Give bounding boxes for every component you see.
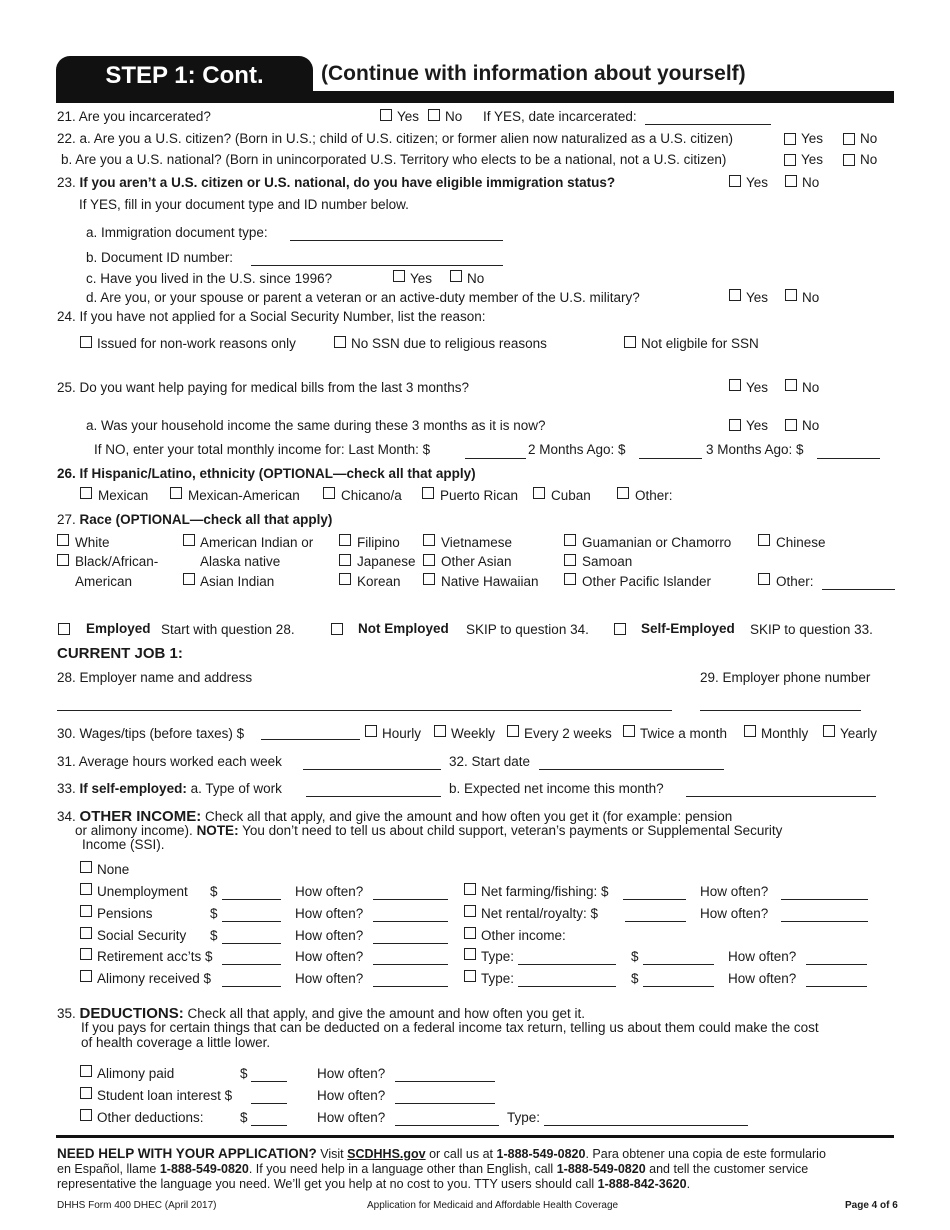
other-type-field[interactable] xyxy=(518,986,616,987)
income-other-type-checkbox[interactable] xyxy=(464,970,476,982)
wage-freq-label: Every 2 weeks xyxy=(524,726,612,741)
q22b-yes-label: Yes xyxy=(801,152,824,167)
other-frequency-field[interactable] xyxy=(806,986,867,987)
q21-date-label: If YES, date incarcerated: xyxy=(483,109,637,124)
how-often-label: How often? xyxy=(700,884,769,899)
page-number: Page 4 of 6 xyxy=(845,1200,898,1211)
dollar-sign: $ xyxy=(210,884,218,899)
rental-frequency-field[interactable] xyxy=(781,921,868,922)
race-black-checkbox[interactable] xyxy=(57,554,69,566)
q32-label: 32. Start date xyxy=(449,754,531,769)
other-deduction-frequency-field[interactable] xyxy=(395,1125,499,1126)
q25-two-months-field[interactable] xyxy=(639,458,702,459)
q23b-field[interactable] xyxy=(251,265,503,266)
q26-option-label: Mexican-American xyxy=(188,488,300,503)
race-vietnamese-label: Vietnamese xyxy=(441,535,513,550)
q22a-yes-checkbox[interactable] xyxy=(784,133,796,145)
q25-two-months-label: 2 Months Ago: $ xyxy=(528,442,626,457)
q26-option-checkbox[interactable] xyxy=(170,487,182,499)
q23d-label: d. Are you, or your spouse or parent a veteran or an active-duty member of the U.S. military? xyxy=(86,290,640,305)
wage-freq-label: Weekly xyxy=(451,726,496,741)
dollar-sign: $ xyxy=(631,971,639,986)
self-employed-checkbox[interactable] xyxy=(614,623,626,635)
race-japanese-checkbox[interactable] xyxy=(339,554,351,566)
q25-last-month-field[interactable] xyxy=(465,458,526,459)
q24-option-checkbox[interactable] xyxy=(334,336,346,348)
race-guamanian-checkbox[interactable] xyxy=(564,534,576,546)
q33b-label: b. Expected net income this month? xyxy=(449,781,664,796)
q25-last-month-label: If NO, enter your total monthly income for: Last Month: $ xyxy=(94,442,431,457)
how-often-label: How often? xyxy=(295,949,364,964)
q31-label: 31. Average hours worked each week xyxy=(57,754,282,769)
q21-date-field[interactable] xyxy=(645,124,771,125)
scdhhs-link[interactable]: SCDHHS.gov xyxy=(347,1147,426,1161)
type-label: Type: xyxy=(507,1110,541,1125)
dollar-sign: $ xyxy=(240,1110,248,1125)
income-farming-label: Net farming/fishing: $ xyxy=(481,884,609,899)
social-security-frequency-field[interactable] xyxy=(373,943,448,944)
form-title: Application for Medicaid and Affordable Health Coverage xyxy=(367,1200,619,1211)
other-amount-field[interactable] xyxy=(643,964,714,965)
not-employed-checkbox[interactable] xyxy=(331,623,343,635)
q25-three-months-field[interactable] xyxy=(817,458,880,459)
start-date-field[interactable] xyxy=(539,769,724,770)
how-often-label: How often? xyxy=(317,1066,386,1081)
q25-label: 25. Do you want help paying for medical bills from the last 3 months? xyxy=(57,380,469,395)
header-bar xyxy=(56,91,894,103)
race-other-field[interactable] xyxy=(822,589,895,590)
wage-freq-checkbox[interactable] xyxy=(365,725,377,737)
q23-label: 23. If you aren’t a U.S. citizen or U.S. national, do you have eligible immigration status? xyxy=(57,175,616,190)
race-chinese-checkbox[interactable] xyxy=(758,534,770,546)
q21-yes-label: Yes xyxy=(397,109,420,124)
q25-yes-label: Yes xyxy=(746,380,769,395)
q25a-no-label: No xyxy=(802,418,820,433)
race-white-checkbox[interactable] xyxy=(57,534,69,546)
q26-option-label: Chicano/a xyxy=(341,488,402,503)
q23c-label: c. Have you lived in the U.S. since 1996? xyxy=(86,271,333,286)
income-other-label: Other income: xyxy=(481,928,566,943)
q34-heading: 34. OTHER INCOME: Check all that apply, and give the amount and how often you get it (for example: pension xyxy=(57,808,733,825)
wage-freq-checkbox[interactable] xyxy=(744,725,756,737)
q24-option-label: Issued for non-work reasons only xyxy=(97,336,296,351)
deduction-other-label: Other deductions: xyxy=(97,1110,204,1125)
race-amind-checkbox[interactable] xyxy=(183,534,195,546)
q35-text2: If you pays for certain things that can be deducted on a federal income tax return, telling us about them could make the cost xyxy=(81,1020,819,1035)
deduction-student-loan-checkbox[interactable] xyxy=(80,1087,92,1099)
help-line-1: NEED HELP WITH YOUR APPLICATION? Visit SCDHHS.gov or call us at 1-888-549-0820. Para obtener una copia de este formulario xyxy=(57,1146,826,1161)
income-alimony-label: Alimony received $ xyxy=(97,971,212,986)
q23-yes-label: Yes xyxy=(746,175,769,190)
q25a-yes-label: Yes xyxy=(746,418,769,433)
student-loan-amount-field[interactable] xyxy=(251,1103,287,1104)
farming-amount-field[interactable] xyxy=(623,899,686,900)
income-unemployment-checkbox[interactable] xyxy=(80,883,92,895)
dollar-sign: $ xyxy=(210,928,218,943)
q23d-yes-checkbox[interactable] xyxy=(729,289,741,301)
q26-option-label: Puerto Rican xyxy=(440,488,519,503)
q26-option-checkbox[interactable] xyxy=(323,487,335,499)
race-white-label: White xyxy=(75,535,110,550)
income-retirement-checkbox[interactable] xyxy=(80,948,92,960)
q23-sub: If YES, fill in your document type and ID number below. xyxy=(79,197,409,212)
race-japanese-label: Japanese xyxy=(357,554,416,569)
race-other-asian-label: Other Asian xyxy=(441,554,512,569)
dollar-sign: $ xyxy=(631,949,639,964)
income-social-security-checkbox[interactable] xyxy=(80,927,92,939)
wage-freq-checkbox[interactable] xyxy=(823,725,835,737)
q22a-no-checkbox[interactable] xyxy=(843,133,855,145)
not-employed-note: SKIP to question 34. xyxy=(466,622,589,637)
q23d-no-checkbox[interactable] xyxy=(785,289,797,301)
race-vietnamese-checkbox[interactable] xyxy=(423,534,435,546)
deduction-other-checkbox[interactable] xyxy=(80,1109,92,1121)
race-korean-checkbox[interactable] xyxy=(339,573,351,585)
q25a-no-checkbox[interactable] xyxy=(785,419,797,431)
income-unemployment-label: Unemployment xyxy=(97,884,188,899)
q35-heading: 35. DEDUCTIONS: Check all that apply, and give the amount and how often you get it. xyxy=(57,1005,585,1022)
other-type-field[interactable] xyxy=(518,964,616,965)
employer-phone-field[interactable] xyxy=(700,710,861,711)
q26-option-label: Mexican xyxy=(98,488,149,503)
race-black-label: Black/African- xyxy=(75,554,159,569)
race-guamanian-label: Guamanian or Chamorro xyxy=(582,535,732,550)
section-title: (Continue with information about yourself) xyxy=(321,62,746,85)
q24-option-checkbox[interactable] xyxy=(80,336,92,348)
q21-no-checkbox[interactable] xyxy=(428,109,440,121)
deduction-alimony-label: Alimony paid xyxy=(97,1066,175,1081)
race-samoan-label: Samoan xyxy=(582,554,633,569)
q26-option-label: Cuban xyxy=(551,488,591,503)
q21-no-label: No xyxy=(445,109,463,124)
q22a-yes-label: Yes xyxy=(801,131,824,146)
how-often-label: How often? xyxy=(295,928,364,943)
other-deduction-amount-field[interactable] xyxy=(251,1125,287,1126)
q23a-label: a. Immigration document type: xyxy=(86,225,268,240)
wage-freq-label: Twice a month xyxy=(640,726,728,741)
q23a-field[interactable] xyxy=(290,240,503,241)
income-none-checkbox[interactable] xyxy=(80,861,92,873)
dollar-sign: $ xyxy=(240,1066,248,1081)
net-income-field[interactable] xyxy=(686,796,876,797)
q23c-no-checkbox[interactable] xyxy=(450,270,462,282)
q35-text3: of health coverage a little lower. xyxy=(81,1035,271,1050)
how-often-label: How often? xyxy=(295,884,364,899)
q24-label: 24. If you have not applied for a Social Security Number, list the reason: xyxy=(57,309,486,324)
race-chinese-label: Chinese xyxy=(776,535,826,550)
alimony-paid-amount-field[interactable] xyxy=(251,1081,287,1082)
how-often-label: How often? xyxy=(295,906,364,921)
race-asian-indian-checkbox[interactable] xyxy=(183,573,195,585)
alimony-amount-field[interactable] xyxy=(222,986,281,987)
race-other-label: Other: xyxy=(776,574,814,589)
q21-label: 21. Are you incarcerated? xyxy=(57,109,211,124)
race-amind-label: American Indian or xyxy=(200,535,314,550)
alimony-paid-frequency-field[interactable] xyxy=(395,1081,495,1082)
employed-note: Start with question 28. xyxy=(161,622,295,637)
q23b-label: b. Document ID number: xyxy=(86,250,234,265)
unemployment-frequency-field[interactable] xyxy=(373,899,448,900)
q26-option-checkbox[interactable] xyxy=(533,487,545,499)
income-none-label: None xyxy=(97,862,130,877)
q26-option-label: Other: xyxy=(635,488,673,503)
farming-frequency-field[interactable] xyxy=(781,899,868,900)
q21-yes-checkbox[interactable] xyxy=(380,109,392,121)
q22b-no-label: No xyxy=(860,152,878,167)
q27-label: 27. Race (OPTIONAL—check all that apply) xyxy=(57,512,333,527)
wage-freq-label: Monthly xyxy=(761,726,809,741)
q29-label: 29. Employer phone number xyxy=(700,670,871,685)
race-filipino-checkbox[interactable] xyxy=(339,534,351,546)
q23-no-checkbox[interactable] xyxy=(785,175,797,187)
q23d-no-label: No xyxy=(802,290,820,305)
q25-no-label: No xyxy=(802,380,820,395)
income-other-type-checkbox[interactable] xyxy=(464,948,476,960)
how-often-label: How often? xyxy=(317,1088,386,1103)
income-pensions-checkbox[interactable] xyxy=(80,905,92,917)
race-black-label-2: American xyxy=(75,574,133,589)
other-deduction-type-field[interactable] xyxy=(544,1125,748,1126)
pensions-amount-field[interactable] xyxy=(222,921,281,922)
q23c-yes-checkbox[interactable] xyxy=(393,270,405,282)
q22b-no-checkbox[interactable] xyxy=(843,154,855,166)
income-rental-label: Net rental/royalty: $ xyxy=(481,906,599,921)
q22a-label: 22. a. Are you a U.S. citizen? (Born in U.S.; child of U.S. citizen; or former alien now naturalized as a U.S. citizen) xyxy=(57,131,734,146)
how-often-label: How often? xyxy=(728,949,797,964)
q25-no-checkbox[interactable] xyxy=(785,379,797,391)
q28-label: 28. Employer name and address xyxy=(57,670,253,685)
self-employed-note: SKIP to question 33. xyxy=(750,622,873,637)
unemployment-amount-field[interactable] xyxy=(222,899,281,900)
race-asian-indian-label: Asian Indian xyxy=(200,574,275,589)
q33-label: 33. If self-employed: a. Type of work xyxy=(57,781,282,796)
wage-freq-checkbox[interactable] xyxy=(623,725,635,737)
type-label: Type: xyxy=(481,971,515,986)
footer-rule xyxy=(56,1135,894,1138)
race-other-pacific-checkbox[interactable] xyxy=(564,573,576,585)
rental-amount-field[interactable] xyxy=(625,921,686,922)
retirement-frequency-field[interactable] xyxy=(373,964,448,965)
q34-text3: Income (SSI). xyxy=(82,837,165,852)
retirement-amount-field[interactable] xyxy=(222,964,281,965)
deduction-alimony-checkbox[interactable] xyxy=(80,1065,92,1077)
q22b-label: b. Are you a U.S. national? (Born in unincorporated U.S. Territory who elects to be a national, not a U.S. citizen) xyxy=(61,152,727,167)
q30-label: 30. Wages/tips (before taxes) $ xyxy=(57,726,245,741)
employed-checkbox[interactable] xyxy=(58,623,70,635)
q24-option-label: Not eligbile for SSN xyxy=(641,336,759,351)
social-security-amount-field[interactable] xyxy=(222,943,281,944)
race-native-hawaiian-label: Native Hawaiian xyxy=(441,574,539,589)
other-frequency-field[interactable] xyxy=(806,964,867,965)
other-amount-field[interactable] xyxy=(643,986,714,987)
wage-freq-label: Hourly xyxy=(382,726,422,741)
q22b-yes-checkbox[interactable] xyxy=(784,154,796,166)
q25-three-months-label: 3 Months Ago: $ xyxy=(706,442,804,457)
race-filipino-label: Filipino xyxy=(357,535,400,550)
help-line-3: representative the language you need. We’ll get you help at no cost to you. TTY users should call 1-888-842-3620. xyxy=(57,1177,691,1191)
race-korean-label: Korean xyxy=(357,574,401,589)
q22a-no-label: No xyxy=(860,131,878,146)
race-amind-label-2: Alaska native xyxy=(200,554,281,569)
how-often-label: How often? xyxy=(700,906,769,921)
income-rental-checkbox[interactable] xyxy=(464,905,476,917)
step-tab: STEP 1: Cont. xyxy=(56,56,313,93)
employed-label: Employed xyxy=(86,621,151,636)
wages-field[interactable] xyxy=(261,739,360,740)
type-of-work-field[interactable] xyxy=(306,796,441,797)
form-id: DHHS Form 400 DHEC (April 2017) xyxy=(57,1200,217,1211)
q25a-yes-checkbox[interactable] xyxy=(729,419,741,431)
race-other-asian-checkbox[interactable] xyxy=(423,554,435,566)
help-line-2: en Español, llame 1-888-549-0820. If you need help in a language other than English, call 1-888-549-0820 and tell the customer service xyxy=(57,1162,809,1176)
q26-label: 26. If Hispanic/Latino, ethnicity (OPTIONAL—check all that apply) xyxy=(57,466,476,481)
income-social-security-label: Social Security xyxy=(97,928,187,943)
how-often-label: How often? xyxy=(728,971,797,986)
q24-option-label: No SSN due to religious reasons xyxy=(351,336,547,351)
self-employed-label: Self-Employed xyxy=(641,621,735,636)
income-pensions-label: Pensions xyxy=(97,906,153,921)
income-retirement-label: Retirement acc’ts $ xyxy=(97,949,213,964)
how-often-label: How often? xyxy=(295,971,364,986)
q26-option-checkbox[interactable] xyxy=(617,487,629,499)
current-job-title: CURRENT JOB 1: xyxy=(57,645,183,662)
q23c-yes-label: Yes xyxy=(410,271,433,286)
q24-option-checkbox[interactable] xyxy=(624,336,636,348)
wage-freq-label: Yearly xyxy=(840,726,878,741)
student-loan-frequency-field[interactable] xyxy=(395,1103,495,1104)
income-alimony-checkbox[interactable] xyxy=(80,970,92,982)
q23-no-label: No xyxy=(802,175,820,190)
dollar-sign: $ xyxy=(210,906,218,921)
q23-yes-checkbox[interactable] xyxy=(729,175,741,187)
income-farming-checkbox[interactable] xyxy=(464,883,476,895)
q25-yes-checkbox[interactable] xyxy=(729,379,741,391)
q25a-label: a. Was your household income the same during these 3 months as it is now? xyxy=(86,418,546,433)
how-often-label: How often? xyxy=(317,1110,386,1125)
wage-freq-checkbox[interactable] xyxy=(507,725,519,737)
not-employed-label: Not Employed xyxy=(358,621,449,636)
q23c-no-label: No xyxy=(467,271,485,286)
race-other-pacific-label: Other Pacific Islander xyxy=(582,574,712,589)
q26-option-checkbox[interactable] xyxy=(422,487,434,499)
q34-text2: or alimony income). NOTE: You don’t need to tell us about child support, veteran’s payments or Supplemental Security xyxy=(75,823,783,838)
race-other-checkbox[interactable] xyxy=(758,573,770,585)
race-native-hawaiian-checkbox[interactable] xyxy=(423,573,435,585)
race-samoan-checkbox[interactable] xyxy=(564,554,576,566)
alimony-frequency-field[interactable] xyxy=(373,986,448,987)
q26-option-checkbox[interactable] xyxy=(80,487,92,499)
employer-name-field[interactable] xyxy=(57,710,672,711)
pensions-frequency-field[interactable] xyxy=(373,921,448,922)
hours-field[interactable] xyxy=(303,769,441,770)
income-other-checkbox[interactable] xyxy=(464,927,476,939)
type-label: Type: xyxy=(481,949,515,964)
wage-freq-checkbox[interactable] xyxy=(434,725,446,737)
q23d-yes-label: Yes xyxy=(746,290,769,305)
deduction-student-loan-label: Student loan interest $ xyxy=(97,1088,233,1103)
